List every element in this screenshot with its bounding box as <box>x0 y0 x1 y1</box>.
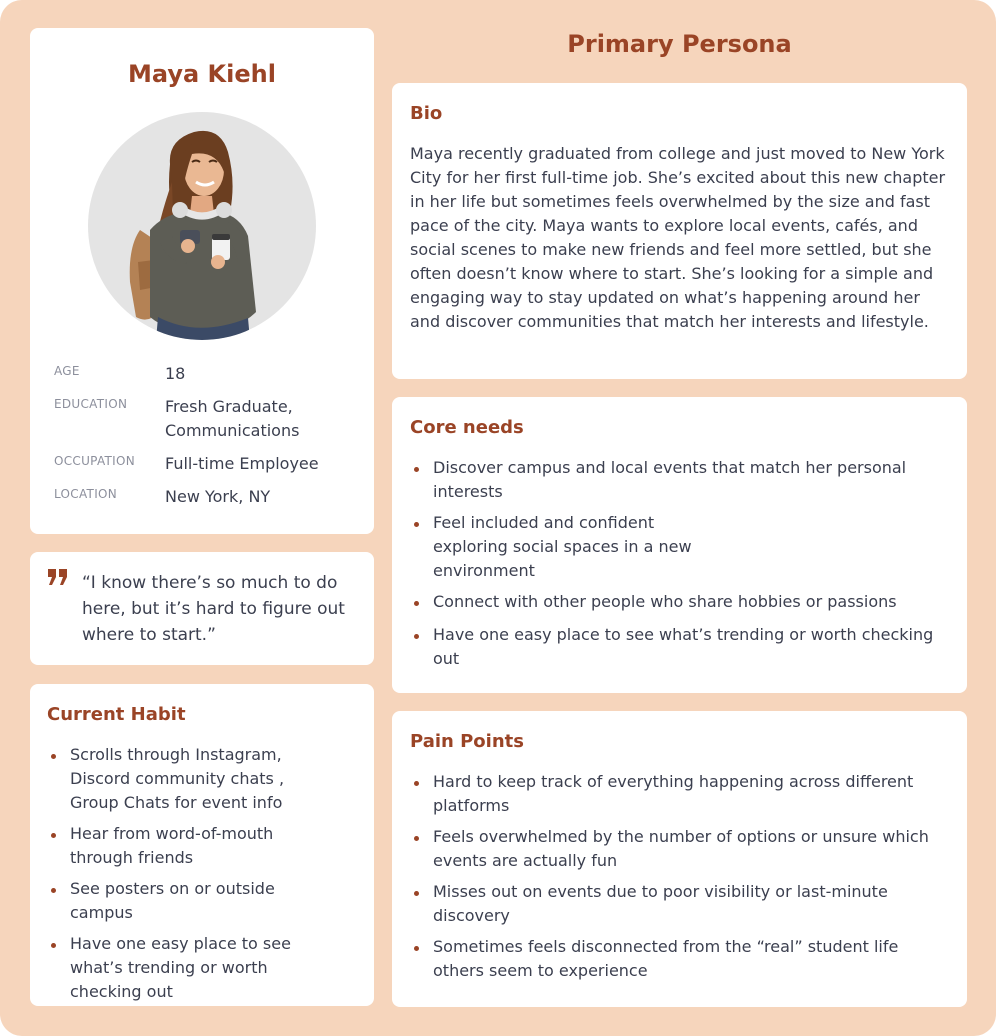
bullet-icon <box>414 781 419 786</box>
list-item: Sometimes feels disconnected from the “real” student life others seem to experience <box>410 935 940 983</box>
education-value: Fresh Graduate, Communications <box>165 397 300 440</box>
education-label: EDUCATION <box>54 397 128 411</box>
location-label: LOCATION <box>54 487 118 501</box>
bio-card <box>392 83 967 379</box>
bullet-icon <box>414 891 419 896</box>
bullet-icon <box>414 601 419 606</box>
pain-points-list <box>410 770 940 983</box>
bullet-icon <box>51 943 56 948</box>
quote-icon <box>46 565 70 589</box>
list-item: Feels overwhelmed by the number of options or unsure which events are actually fun <box>410 825 940 873</box>
bullet-icon <box>414 634 419 639</box>
bullet-icon <box>414 946 419 951</box>
pain-points-card <box>392 711 967 1007</box>
current-habit-title: Current Habit <box>47 704 186 725</box>
current-habit-list <box>47 743 332 1004</box>
page-title: Primary Persona <box>567 30 792 58</box>
list-item: Hear from word-of-mouth through friends <box>47 822 332 870</box>
list-item: Scrolls through Instagram, Discord community chats , Group Chats for event info <box>47 743 332 815</box>
persona-name: Maya Kiehl <box>128 60 276 88</box>
list-item: Have one easy place to see what’s trending or worth checking out <box>47 932 332 1004</box>
current-habit-card <box>30 684 374 1006</box>
bullet-icon <box>51 754 56 759</box>
bullet-icon <box>414 467 419 472</box>
bio-title: Bio <box>410 103 443 124</box>
pain-points-title: Pain Points <box>410 731 524 752</box>
list-item: Have one easy place to see what’s trending or worth checking out <box>410 623 950 671</box>
bullet-icon <box>414 522 419 527</box>
occupation-value: Full-time Employee <box>165 454 319 473</box>
bio-text: Maya recently graduated from college and just moved to New York City for her first full-time job. She’s excited about this new chapter in her life but sometimes feels overwhelmed by the size and fast pace of the city. Maya wants to explore local events, cafés, and social scenes to make new friends and feel more settled, but she often doesn’t know where to start. She’s looking for a simple and engaging way to stay updated on what’s happening around her and discover communities that match her interests and lifestyle. <box>410 144 946 331</box>
age-label: AGE <box>54 364 80 378</box>
list-item: Discover campus and local events that match her personal interests <box>410 456 950 504</box>
bullet-icon <box>51 833 56 838</box>
list-item: Feel included and confident exploring social spaces in a new environment <box>410 511 693 583</box>
persona-photo <box>88 112 316 340</box>
bullet-icon <box>51 888 56 893</box>
list-item: Connect with other people who share hobbies or passions <box>410 590 950 614</box>
persona-quote: “I know there’s so much to do here, but it’s hard to figure out where to start.” <box>82 573 345 645</box>
core-needs-list <box>410 456 950 671</box>
occupation-label: OCCUPATION <box>54 454 136 468</box>
age-value: 18 <box>165 364 186 383</box>
bullet-icon <box>414 836 419 841</box>
profile-card <box>30 28 374 534</box>
list-item: Hard to keep track of everything happening across different platforms <box>410 770 940 818</box>
persona-illustration <box>88 112 316 340</box>
quote-card <box>30 552 374 665</box>
list-item: Misses out on events due to poor visibility or last-minute discovery <box>410 880 940 928</box>
location-value: New York, NY <box>165 487 271 506</box>
core-needs-title: Core needs <box>410 417 524 438</box>
core-needs-card <box>392 397 967 693</box>
list-item: See posters on or outside campus <box>47 877 332 925</box>
